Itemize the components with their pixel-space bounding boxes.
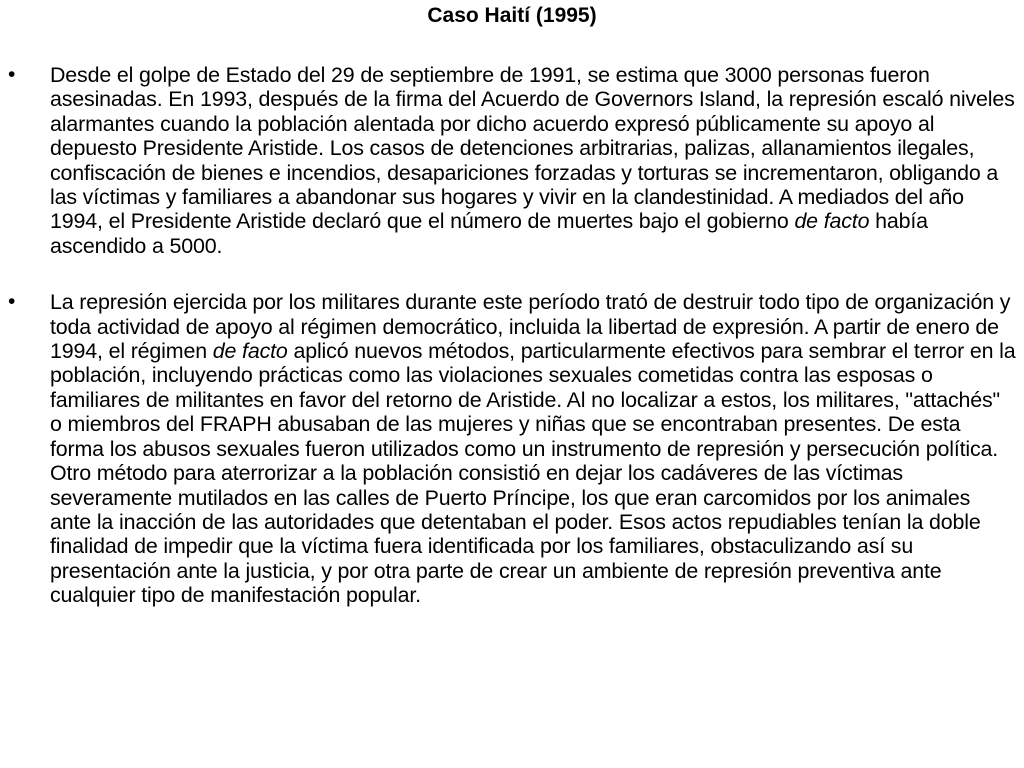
- bullet-2-text-part-1: La represión ejercida por los militares durante este período trató de destruir todo tipo de organización y toda actividad de apoyo al régimen democrático, incluida la libertad de expresión. A partir de enero de 1994, el régimen: [50, 290, 1011, 364]
- bullet-text-1: [50, 63, 1016, 258]
- bullet-marker: •: [8, 290, 16, 314]
- bullet-text-2: [50, 290, 1016, 607]
- bullet-1-italic-term: de facto: [794, 209, 870, 234]
- bullet-1-text-part-2: había ascendido a 5000.: [50, 209, 928, 258]
- slide-title: Caso Haití (1995): [427, 4, 597, 27]
- bullet-item-2: [0, 290, 1024, 607]
- bullet-1-text-part-1: Desde el golpe de Estado del 29 de septiembre de 1991, se estima que 3000 personas fueron asesinadas. En 1993, después de la firma del Acuerdo de Governors Island, la represión escaló niveles alarmantes cuando la población alentada por dicho acuerdo expresó públicamente su apoyo al depuesto Presidente Aristide. Los casos de detenciones arbitrarias, palizas, allanamientos ilegales, confiscación de bienes e incendios, desapariciones forzadas y torturas se incrementaron, obligando a las víctimas y familiares a abandonar sus hogares y vivir en la clandestinidad. A mediados del año 1994, el Presidente Aristide declaró que el número de muertes bajo el gobierno: [50, 63, 1015, 234]
- bullet-2-italic-term: de facto: [212, 339, 288, 364]
- bullet-marker: •: [8, 63, 16, 86]
- bullet-list: [0, 63, 1024, 608]
- bullet-2-text-part-2: aplicó nuevos métodos, particularmente efectivos para sembrar el terror en la población, incluyendo prácticas como las violaciones sexuales cometidas contra las esposas o familiares de militantes en favor del retorno de Aristide. Al no localizar a estos, los militares, "attachés" o miembros del FRAPH abusaban de las mujeres y niñas que se encontraban presentes. De esta forma los abusos sexuales fueron utilizados como un instrumento de represión y persecución política. Otro método para aterrorizar a la población consistió en dejar los cadáveres de las víctimas severamente mutilados en las calles de Puerto Príncipe, los que eran carcomidos por los animales ante la inacción de las autoridades que detentaban el poder. Esos actos repudiables tenían la doble finalidad de impedir que la víctima fuera identificada por los familiares, obstaculizando así su presentación ante la justicia, y por otra parte de crear un ambiente de represión preventiva ante cualquier tipo de manifestación popular.: [50, 339, 1016, 608]
- bullet-item-1: [0, 63, 1024, 258]
